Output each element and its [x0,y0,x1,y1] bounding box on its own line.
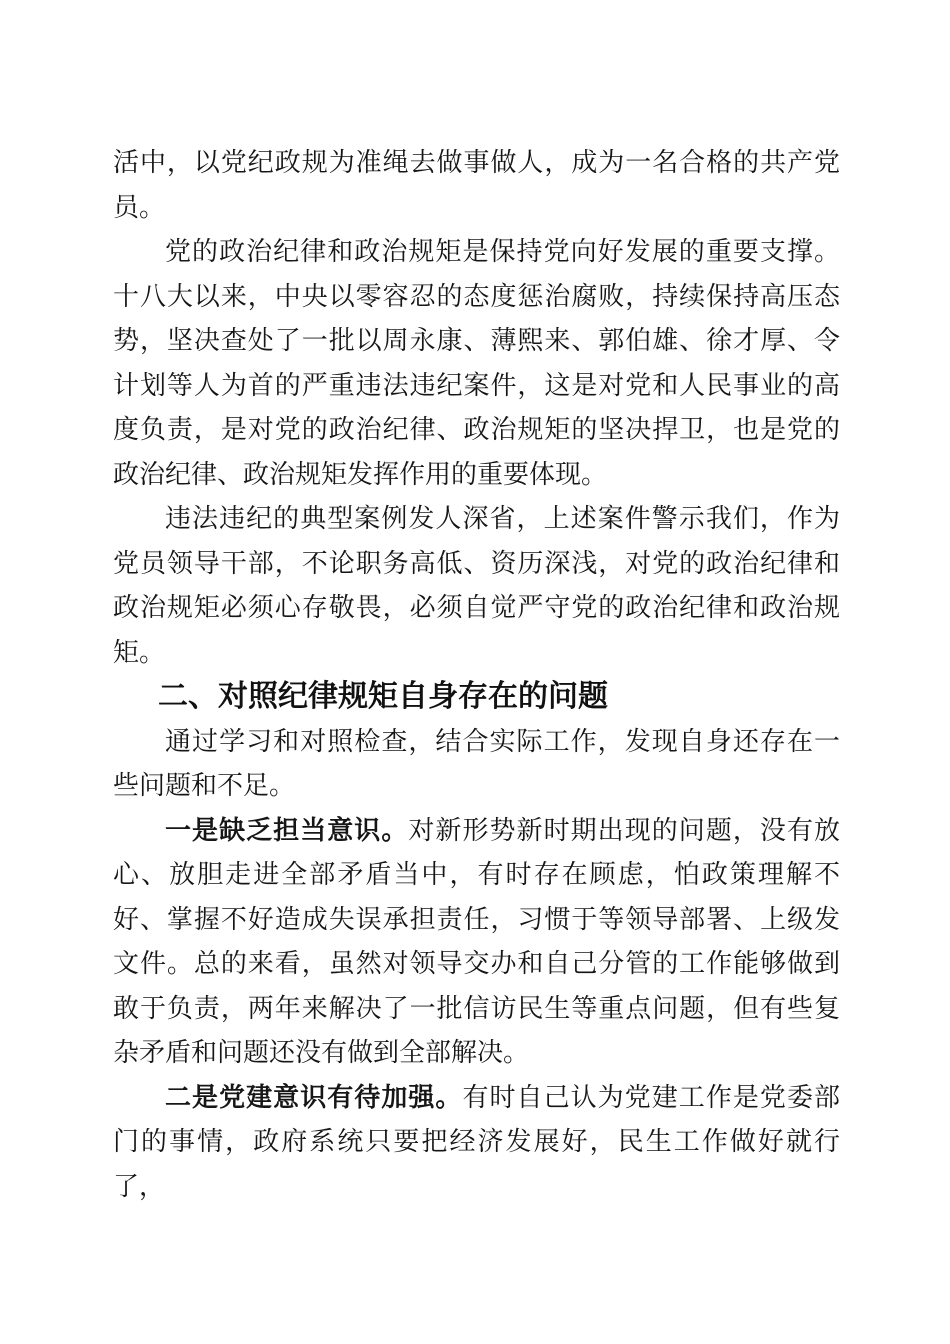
body-paragraph: 违法违纪的典型案例发人深省，上述案件警示我们，作为党员领导干部，不论职务高低、资历深浅，对党的政治纪律和政治规矩必须心存敬畏，必须自觉严守党的政治纪律和政治规矩。 [113,504,840,667]
body-paragraph-continuation: 活中，以党纪政规为准绳去做事做人，成为一名合格的共产党员。 [113,148,840,222]
document-body [113,141,840,1209]
paragraph-text: 对新形势新时期出现的问题，没有放心、放胆走进全部矛盾当中，有时存在顾虑，怕政策理解不好、掌握不好造成失误承担责任，习惯于等领导部署、上级发文件。总的来看，虽然对领导交办和自己分管的工作能够做到敢于负责，两年来解决了一批信访民生等重点问题，但有些复杂矛盾和问题还没有做到全部解决。 [113,815,840,1067]
paragraph-bold-lead: 二是党建意识有待加强。 [165,1082,463,1112]
section-heading: 二、对照纪律规矩自身存在的问题 [158,680,608,713]
body-paragraph: 通过学习和对照检查，结合实际工作，发现自身还存在一些问题和不足。 [113,726,840,800]
body-paragraph: 党的政治纪律和政治规矩是保持党向好发展的重要支撑。十八大以来，中央以零容忍的态度惩治腐败，持续保持高压态势，坚决查处了一批以周永康、薄熙来、郭伯雄、徐才厚、令计划等人为首的严重违法违纪案件，这是对党和人民事业的高度负责，是对党的政治纪律、政治规矩的坚决捍卫，也是党的政治纪律、政治规矩发挥作用的重要体现。 [113,237,840,489]
paragraph-bold-lead: 一是缺乏担当意识。 [165,815,409,845]
paragraph-text: 有时自己认为党建工作是党委部门的事情，政府系统只要把经济发展好，民生工作做好就行了， [113,1082,840,1201]
body-paragraph [113,1076,840,1210]
body-paragraph [113,809,840,1076]
